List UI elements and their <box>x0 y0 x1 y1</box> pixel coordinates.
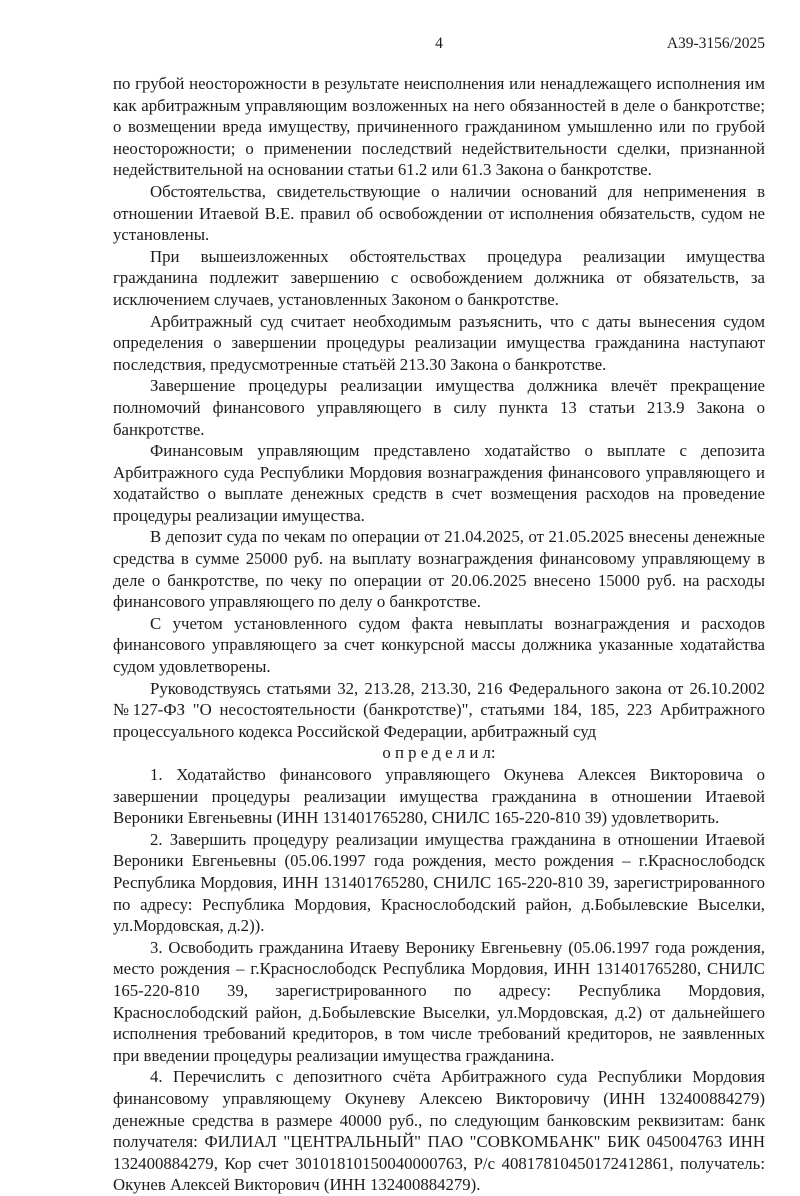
page <box>113 0 765 1196</box>
paragraph: 1. Ходатайство финансового управляющего Окунева Алексея Викторовича о завершении процедуры реализации имущества гражданина в отношении Итаевой Вероники Евгеньевны (ИНН 131401765280, СНИЛС 165-220-810 39) удовлетворить. <box>113 765 765 828</box>
page-number: 4 <box>435 35 443 52</box>
paragraph: С учетом установленного судом факта невыплаты вознаграждения и расходов финансового управляющего за счет конкурсной массы должника указанные ходатайства судом удовлетворены. <box>113 613 765 677</box>
paragraph: Руководствуясь статьями 32, 213.28, 213.30, 216 Федерального закона от 26.10.2002 №127-ФЗ "О несостоятельности (банкротстве)", статьями 184, 185, 223 Арбитражного процессуального кодекса Российской Федерации, арбитражный суд <box>113 678 765 741</box>
document-body <box>113 73 765 1196</box>
paragraph: 4. Перечислить с депозитного счёта Арбитражного суда Республики Мордовия финансовому управляющему Окуневу Алексею Викторовичу (ИНН 132400884279) денежные средства в размере 40000 руб., по следующим банковским реквизитам: банк получателя: ФИЛИАЛ "ЦЕНТРАЛЬНЫЙ" ПАО "СОВКОМБАНК" БИК 045004763 ИНН 132400884279, Кор счет 30101810150040000763, Р/с 40817810450172412861, получатель: Окунев Алексей Викторович (ИНН 132400884279). <box>113 1067 765 1195</box>
page-header <box>113 35 765 55</box>
paragraph: по грубой неосторожности в результате неисполнения или ненадлежащего исполнения им как арбитражным управляющим возложенных на него обязанностей в деле о банкротстве; о возмещении вреда имуществу, причиненного гражданином умышленно или по грубой неосторожности; о применении последствий недействительности сделки, признанной недействительной на основании статьи 61.2 или 61.3 Закона о банкротстве. <box>113 74 765 180</box>
paragraph: Обстоятельства, свидетельствующие о наличии оснований для неприменения в отношении Итаевой В.Е. правил об освобождении от исполнения обязательств, судом не установлены. <box>113 181 765 245</box>
paragraph: Арбитражный суд считает необходимым разъяснить, что с даты вынесения судом определения о завершении процедуры реализации имущества гражданина наступают последствия, предусмотренные статьёй 213.30 Закона о банкротстве. <box>113 311 765 374</box>
paragraph: Завершение процедуры реализации имущества должника влечёт прекращение полномочий финансового управляющего в силу пункта 13 статьи 213.9 Закона о банкротстве. <box>113 376 765 439</box>
paragraph: В депозит суда по чекам по операции от 21.04.2025, от 21.05.2025 внесены денежные средства в сумме 25000 руб. на выплату вознаграждения финансовому управляющему в деле о банкротстве, по чеку по операции от 20.06.2025 внесено 15000 руб. на расходы финансового управляющего по делу о банкротстве. <box>113 527 765 612</box>
case-number: А39-3156/2025 <box>666 35 765 52</box>
paragraph: Финансовым управляющим представлено ходатайство о выплате с депозита Арбитражного суда Республики Мордовия вознаграждения финансового управляющего и ходатайство о выплате денежных средств в счет возмещения расходов на проведение процедуры реализации имущества. <box>113 441 765 525</box>
paragraph: 2. Завершить процедуру реализации имущества гражданина в отношении Итаевой Вероники Евгеньевны (05.06.1997 года рождения, место рождения – г.Краснослободск Республика Мордовия, ИНН 131401765280, СНИЛС 165-220-810 39, зарегистрированного по адресу: Республика Мордовия, Краснослободский район, д.Бобылевские Выселки, ул.Мордовская, д.2)). <box>113 829 765 936</box>
resolution-heading: о п р е д е л и л: <box>382 743 496 763</box>
paragraph: При вышеизложенных обстоятельствах процедура реализации имущества гражданина подлежит завершению с освобождением должника от обязательств, за исключением случаев, установленных Законом о банкротстве. <box>113 246 765 309</box>
paragraph: 3. Освободить гражданина Итаеву Веронику Евгеньевну (05.06.1997 года рождения, место рождения – г.Краснослободск Республика Мордовия, ИНН 131401765280, СНИЛС 165-220-810 39, зарегистрированного по адресу: Республика Мордовия, Краснослободский район, д.Бобылевские Выселки, ул.Мордовская, д.2) от дальнейшего исполнения требований кредиторов, в том числе требований кредиторов, не заявленных при введении процедуры реализации имущества гражданина. <box>113 937 765 1065</box>
